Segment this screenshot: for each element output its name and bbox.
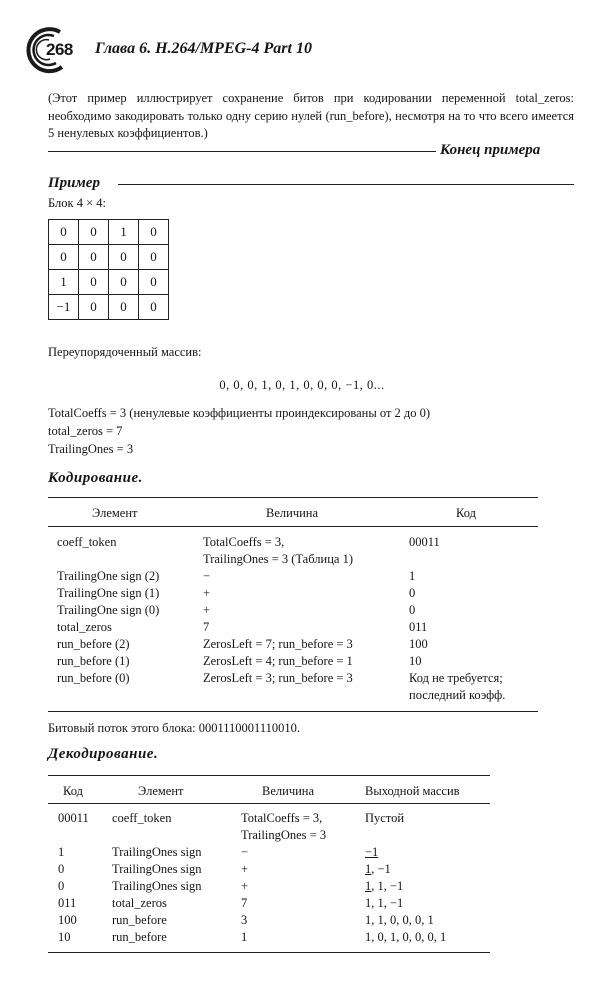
encoding-bottom-rule (48, 711, 538, 712)
grid-cell: 0 (139, 295, 169, 320)
dec-output-cell: Пустой (365, 811, 405, 825)
enc-element-cell: coeff_token (57, 535, 117, 549)
page-number: 268 (46, 40, 73, 59)
enc-element-cell: run_before (1) (57, 654, 130, 668)
enc-header-code: Код (456, 506, 476, 520)
enc-code-cell: 1 (409, 569, 416, 583)
end-rule (48, 151, 436, 152)
enc-element-cell: TrailingOne sign (0) (57, 603, 160, 617)
enc-element-cell: TrailingOne sign (1) (57, 586, 160, 600)
dec-header-element: Элемент (138, 784, 184, 798)
enc-value-cell: TotalCoeffs = 3, TrailingOnes = 3 (Таблица 1) (203, 535, 353, 566)
dec-value-cell: 1 (241, 930, 248, 944)
enc-element-cell: TrailingOne sign (2) (57, 569, 160, 583)
grid-cell: 0 (109, 295, 139, 320)
block-label: Блок 4 × 4: (48, 196, 106, 210)
dec-value-cell: − (241, 845, 249, 859)
enc-header-value: Величина (266, 506, 319, 520)
example-label: Пример (48, 175, 100, 191)
enc-element-cell: run_before (0) (57, 671, 130, 685)
dec-element-cell: run_before (112, 930, 167, 944)
coefficient-grid (48, 219, 169, 320)
dec-element-cell: TrailingOnes sign (112, 879, 202, 893)
dec-value-cell: 7 (241, 896, 248, 910)
param-total-coeffs: TotalCoeffs = 3 (ненулевые коэффициенты проиндексированы от 2 до 0) (48, 406, 431, 420)
dec-header-code: Код (63, 784, 83, 798)
dec-value-cell: + (241, 862, 249, 876)
grid-cell: 0 (109, 245, 139, 270)
decoding-title: Декодирование. (48, 746, 159, 762)
dec-output-cell: 1, 1, −1 (365, 896, 404, 910)
grid-cell: 1 (49, 270, 79, 295)
grid-cell: 0 (79, 245, 109, 270)
bitstream-text: Битовый поток этого блока: 0001110001110010. (48, 721, 300, 735)
param-trailing-ones: TrailingOnes = 3 (48, 442, 134, 456)
enc-code-cell: 011 (409, 620, 428, 634)
dec-element-cell: coeff_token (112, 811, 172, 825)
intro-paragraph: (Этот пример иллюстрирует сохранение битов при кодировании переменной total_zeros: необходимо закодировать только одну серию нулей (run_before), несмотря на то что всего имеется 5 ненулевых коэффициентов.) (48, 91, 574, 140)
decoding-bottom-rule (48, 952, 490, 953)
dec-element-cell: run_before (112, 913, 167, 927)
dec-value-cell: + (241, 879, 249, 893)
grid-cell: 0 (49, 245, 79, 270)
dec-output-cell: 1, 1, 0, 0, 0, 1 (365, 913, 434, 927)
enc-element-cell: total_zeros (57, 620, 112, 634)
decoding-top-rule (48, 775, 490, 776)
grid-cell: 0 (139, 220, 169, 245)
enc-code-cell: Код не требуется; последний коэфф. (409, 671, 506, 702)
dec-code-cell: 10 (58, 930, 71, 944)
grid-row (49, 295, 169, 320)
dec-output-cell: −1 (365, 845, 379, 859)
reordered-sequence: 0, 0, 0, 1, 0, 1, 0, 0, 0, −1, 0... (219, 378, 385, 392)
dec-header-output: Выходной массив (365, 784, 460, 798)
enc-code-cell: 0 (409, 586, 416, 600)
enc-value-cell: ZerosLeft = 7; run_before = 3 (203, 637, 353, 651)
dec-output-cell: 1, 0, 1, 0, 0, 0, 1 (365, 930, 447, 944)
dec-code-cell: 100 (58, 913, 77, 927)
dec-code-cell: 011 (58, 896, 77, 910)
dec-code-cell: 1 (58, 845, 65, 859)
chapter-title: Глава 6. H.264/MPEG-4 Part 10 (95, 40, 312, 57)
dec-element-cell: TrailingOnes sign (112, 845, 202, 859)
dec-element-cell: TrailingOnes sign (112, 862, 202, 876)
grid-cell: 0 (109, 270, 139, 295)
grid-cell: 0 (79, 295, 109, 320)
enc-value-cell: + (203, 603, 211, 617)
encoding-title: Кодирование. (48, 470, 143, 486)
enc-value-cell: + (203, 586, 211, 600)
enc-code-cell: 00011 (409, 535, 440, 549)
grid-cell: 0 (49, 220, 79, 245)
enc-value-cell: 7 (203, 620, 210, 634)
dec-code-cell: 0 (58, 879, 65, 893)
grid-row (49, 220, 169, 245)
encoding-top-rule (48, 497, 538, 498)
enc-value-cell: ZerosLeft = 4; run_before = 1 (203, 654, 353, 668)
dec-code-cell: 00011 (58, 811, 89, 825)
grid-row (49, 245, 169, 270)
end-of-example-label: Конец примера (440, 142, 541, 158)
dec-output-cell: 1, 1, −1 (365, 879, 404, 893)
dec-output-cell: 1, −1 (365, 862, 391, 876)
dec-header-value: Величина (262, 784, 315, 798)
dec-value-cell: TotalCoeffs = 3, TrailingOnes = 3 (241, 811, 327, 842)
grid-cell: −1 (49, 295, 79, 320)
dec-element-cell: total_zeros (112, 896, 167, 910)
example-rule (118, 184, 574, 185)
decoding-head-rule (48, 803, 490, 804)
grid-cell: 0 (139, 245, 169, 270)
dec-value-cell: 3 (241, 913, 248, 927)
enc-code-cell: 10 (409, 654, 422, 668)
param-total-zeros: total_zeros = 7 (48, 424, 123, 438)
grid-cell: 0 (79, 220, 109, 245)
enc-code-cell: 100 (409, 637, 428, 651)
grid-cell: 1 (109, 220, 139, 245)
reordered-label: Переупорядоченный массив: (48, 345, 202, 359)
enc-code-cell: 0 (409, 603, 416, 617)
grid-cell: 0 (139, 270, 169, 295)
encoding-head-rule (48, 526, 538, 527)
dec-code-cell: 0 (58, 862, 65, 876)
grid-row (49, 270, 169, 295)
enc-element-cell: run_before (2) (57, 637, 130, 651)
grid-cell: 0 (79, 270, 109, 295)
enc-value-cell: − (203, 569, 211, 583)
enc-header-element: Элемент (92, 506, 138, 520)
enc-value-cell: ZerosLeft = 3; run_before = 3 (203, 671, 353, 685)
